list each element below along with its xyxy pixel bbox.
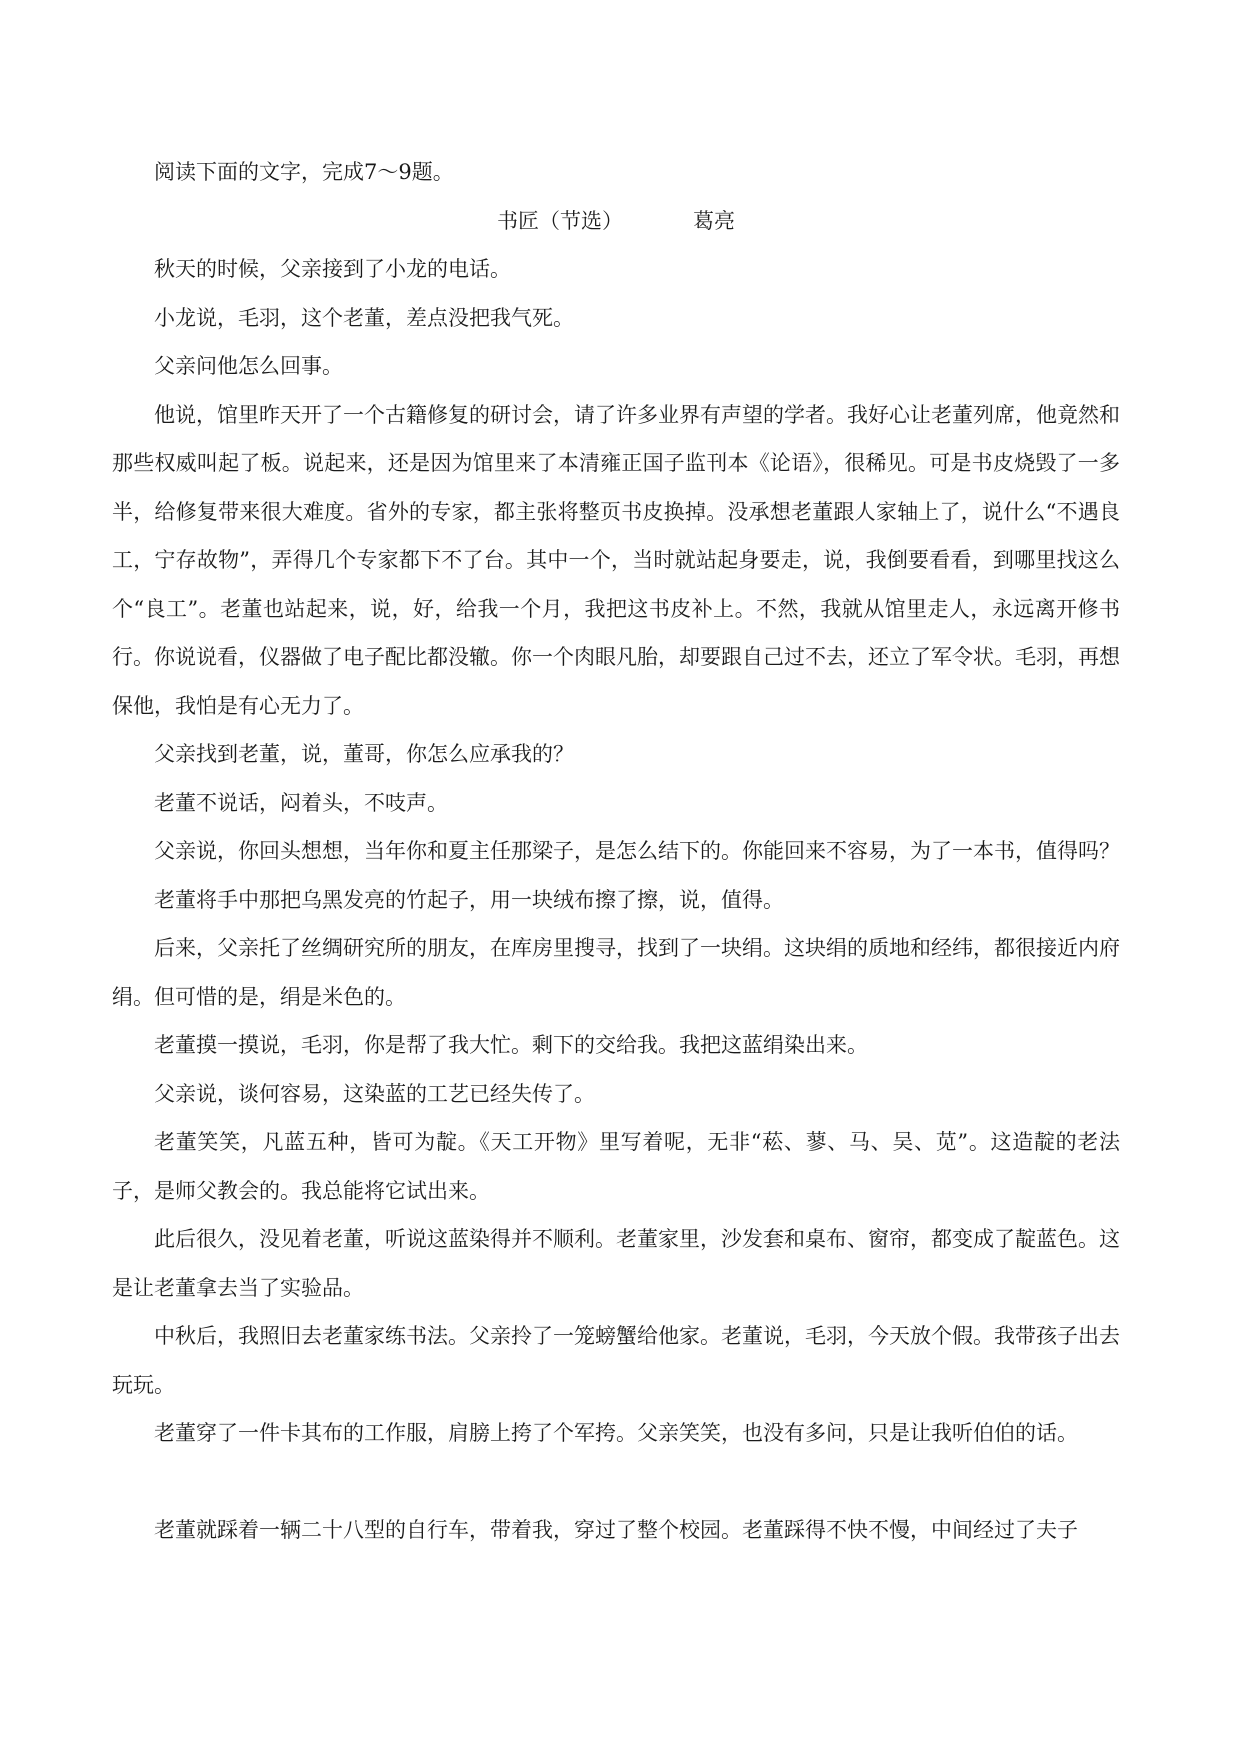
body-paragraph: 父亲说，你回头想想，当年你和夏主任那梁子，是怎么结下的。你能回来不容易，为了一本书，值得吗？: [154, 839, 1120, 863]
body-paragraph: 父亲找到老董，说，董哥，你怎么应承我的？: [154, 742, 574, 766]
body-paragraph: 父亲说，谈何容易，这染蓝的工艺已经失传了。: [154, 1081, 595, 1106]
article-body: [112, 245, 1120, 1458]
body-paragraph: 老董笑笑，凡蓝五种，皆可为靛。《天工开物》里写着呢，无非“菘、蓼、马、吴、苋”。这造靛的老法子，是师父教会的。我总能将它试出来。: [112, 1130, 1120, 1203]
body-paragraph: 父亲问他怎么回事。: [154, 354, 343, 378]
body-paragraph: 老董就踩着一辆二十八型的自行车，带着我，穿过了整个校园。老董踩得不快不慢，中间经过了夫子: [154, 1517, 1078, 1542]
body-paragraph: 老董穿了一件卡其布的工作服，肩膀上挎了个军挎。父亲笑笑，也没有多问，只是让我听伯伯的话。: [154, 1421, 1078, 1445]
intro-instruction: 阅读下面的文字，完成7～9题。: [154, 160, 454, 184]
body-paragraph: 小龙说，毛羽，这个老董，差点没把我气死。: [154, 305, 574, 330]
article-author: 葛亮: [693, 208, 735, 233]
article-heading: [112, 197, 1120, 246]
document-page: [112, 148, 1120, 1554]
paragraph-gap: [112, 1458, 1120, 1506]
article-body-continued: [112, 1506, 1120, 1555]
body-paragraph: 他说，馆里昨天开了一个古籍修复的研讨会，请了许多业界有声望的学者。我好心让老董列席，他竟然和那些权威叫起了板。说起来，还是因为馆里来了本清雍正国子监刊本《论语》，很稀见。可是书皮烧毁了一多半，给修复带来很大难度。省外的专家，都主张将整页书皮换掉。没承想老董跟人家轴上了，说什么“不遇良工，宁存故物”，弄得几个专家都下不了台。其中一个，当时就站起身要走，说，我倒要看看，到哪里找这么个“良工”。老董也站起来，说，好，给我一个月，我把这书皮补上。不然，我就从馆里走人，永远离开修书行。你说说看，仪器做了电子配比都没辙。你一个肉眼凡胎，却要跟自己过不去，还立了军令状。毛羽，再想保他，我怕是有心无力了。: [112, 402, 1120, 718]
body-paragraph: 老董摸一摸说，毛羽，你是帮了我大忙。剩下的交给我。我把这蓝绢染出来。: [154, 1033, 868, 1057]
article-title: 书匠（节选）: [497, 208, 623, 233]
body-paragraph: 后来，父亲托了丝绸研究所的朋友，在库房里搜寻，找到了一块绢。这块绢的质地和经纬，都很接近内府绢。但可惜的是，绢是米色的。: [112, 936, 1120, 1009]
body-paragraph: 老董不说话，闷着头，不吱声。: [154, 790, 448, 815]
body-paragraph: 秋天的时候，父亲接到了小龙的电话。: [154, 257, 511, 281]
body-paragraph: 老董将手中那把乌黑发亮的竹起子，用一块绒布擦了擦，说，值得。: [154, 887, 784, 912]
body-paragraph: 此后很久，没见着老董，听说这蓝染得并不顺利。老董家里，沙发套和桌布、窗帘，都变成了靛蓝色。这是让老董拿去当了实验品。: [112, 1227, 1120, 1300]
body-paragraph: 中秋后，我照旧去老董家练书法。父亲拎了一笼螃蟹给他家。老董说，毛羽，今天放个假。我带孩子出去玩玩。: [112, 1324, 1120, 1397]
